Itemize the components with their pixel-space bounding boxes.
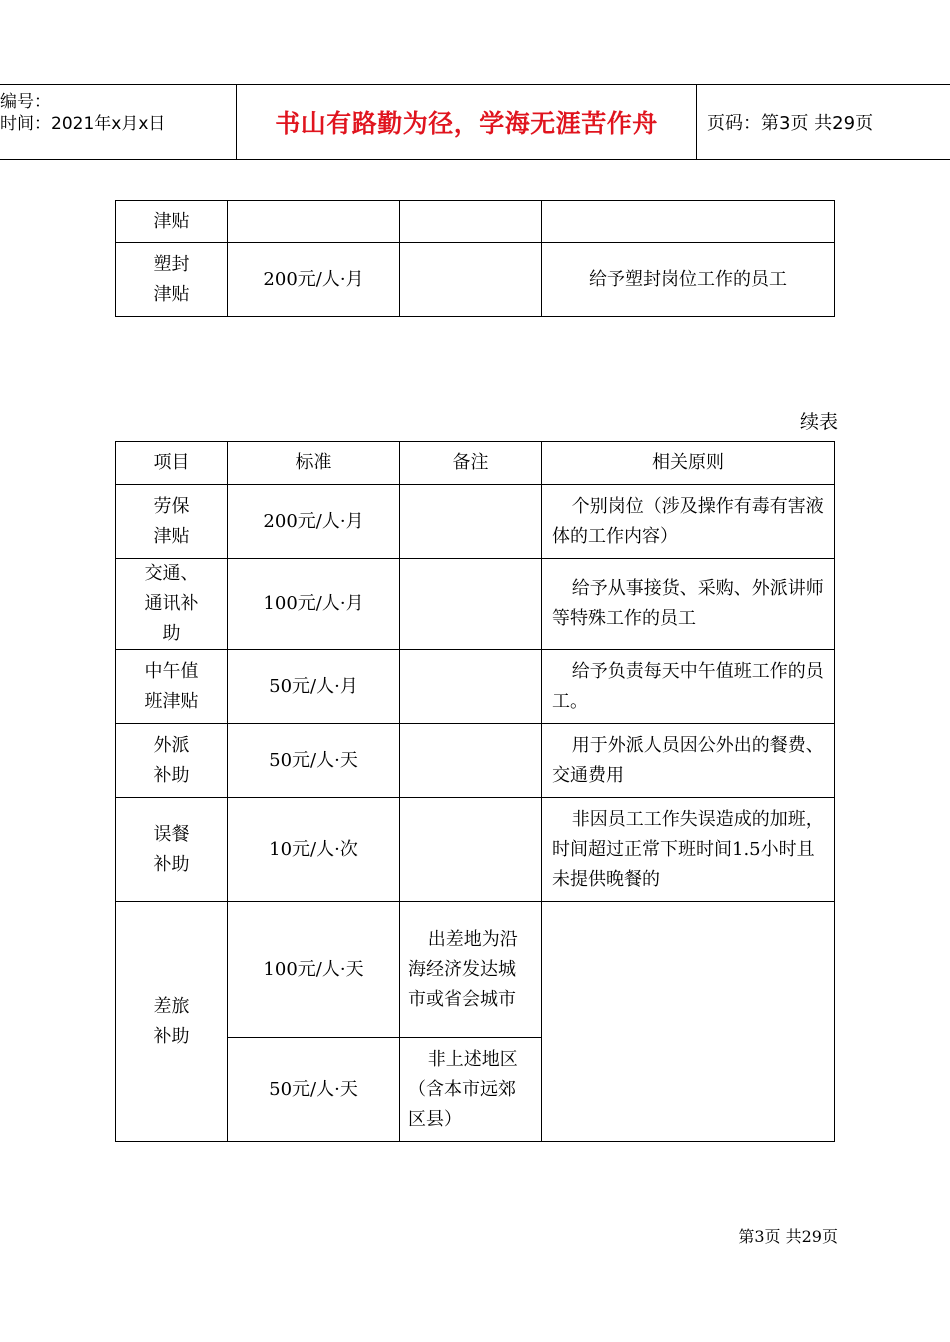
column-header-principle: 相关原则 — [542, 442, 835, 485]
page-header — [0, 84, 950, 160]
standard-cell: 50元/人·天 — [228, 1038, 400, 1142]
remark-cell — [400, 724, 542, 798]
remark-cell — [400, 485, 542, 559]
header-meta-cell — [0, 85, 237, 159]
principle-cell — [542, 201, 835, 243]
table-row — [116, 798, 835, 902]
remark-cell — [400, 559, 542, 650]
item-cell: 交通、通讯补助 — [116, 559, 228, 650]
continued-label: 续表 — [799, 411, 838, 433]
item-cell — [116, 902, 228, 1142]
item-cell — [116, 485, 228, 559]
column-header-standard: 标准 — [228, 442, 400, 485]
remark-cell: 出差地为沿海经济发达城市或省会城市 — [400, 902, 542, 1038]
item-text: 外派 补助 — [153, 734, 190, 786]
header-motto-cell — [237, 85, 697, 159]
item-cell — [116, 243, 228, 317]
item-text: 差旅 补助 — [153, 995, 190, 1047]
principle-cell: 给予负责每天中午值班工作的员工。 — [542, 650, 835, 724]
document-time-label: 时间：2021年x月x日 — [0, 114, 166, 134]
standard-cell: 200元/人·月 — [228, 243, 400, 317]
table-row — [116, 650, 835, 724]
remark-cell — [400, 243, 542, 317]
table-row — [116, 243, 835, 317]
principle-cell: 个别岗位（涉及操作有毒有害液体的工作内容） — [542, 485, 835, 559]
column-header-remark: 备注 — [400, 442, 542, 485]
table-row — [116, 201, 835, 243]
header-motto: 书山有路勤为径，学海无涯苦作舟 — [275, 109, 658, 138]
standard-cell: 50元/人·天 — [228, 724, 400, 798]
header-page-cell — [697, 85, 950, 159]
standard-cell: 100元/人·月 — [228, 559, 400, 650]
column-header-item: 项目 — [116, 442, 228, 485]
principle-cell: 用于外派人员因公外出的餐费、交通费用 — [542, 724, 835, 798]
item-text: 塑封 津贴 — [153, 253, 190, 305]
remark-cell — [400, 798, 542, 902]
standard-cell: 50元/人·月 — [228, 650, 400, 724]
standard-cell: 10元/人·次 — [228, 798, 400, 902]
remark-cell — [400, 650, 542, 724]
item-cell — [116, 650, 228, 724]
principle-cell: 非因员工工作失误造成的加班，时间超过正常下班时间1.5小时且未提供晚餐的 — [542, 798, 835, 902]
table-row — [116, 559, 835, 650]
footer-page-number: 第3页 共29页 — [738, 1227, 838, 1246]
document-number-label: 编号： — [0, 92, 51, 112]
item-text: 中午值 班津贴 — [144, 660, 199, 712]
principle-cell: 给予塑封岗位工作的员工 — [542, 243, 835, 317]
item-cell — [116, 724, 228, 798]
allowance-table-part2 — [115, 441, 835, 1142]
header-page-number: 页码：第3页 共29页 — [707, 113, 874, 134]
principle-cell: 给予从事接货、采购、外派讲师等特殊工作的员工 — [542, 559, 835, 650]
standard-cell: 100元/人·天 — [228, 902, 400, 1038]
item-text: 劳保 津贴 — [153, 495, 190, 547]
remark-cell — [400, 201, 542, 243]
table-row — [116, 724, 835, 798]
standard-cell: 200元/人·月 — [228, 485, 400, 559]
remark-cell: 非上述地区（含本市远郊区县） — [400, 1038, 542, 1142]
table-row — [116, 902, 835, 1038]
principle-cell — [542, 902, 835, 1142]
item-cell: 津贴 — [116, 201, 228, 243]
item-text: 误餐 补助 — [153, 823, 190, 875]
table-header-row — [116, 442, 835, 485]
item-cell — [116, 798, 228, 902]
standard-cell — [228, 201, 400, 243]
table-row — [116, 485, 835, 559]
allowance-table-part1 — [115, 200, 835, 317]
